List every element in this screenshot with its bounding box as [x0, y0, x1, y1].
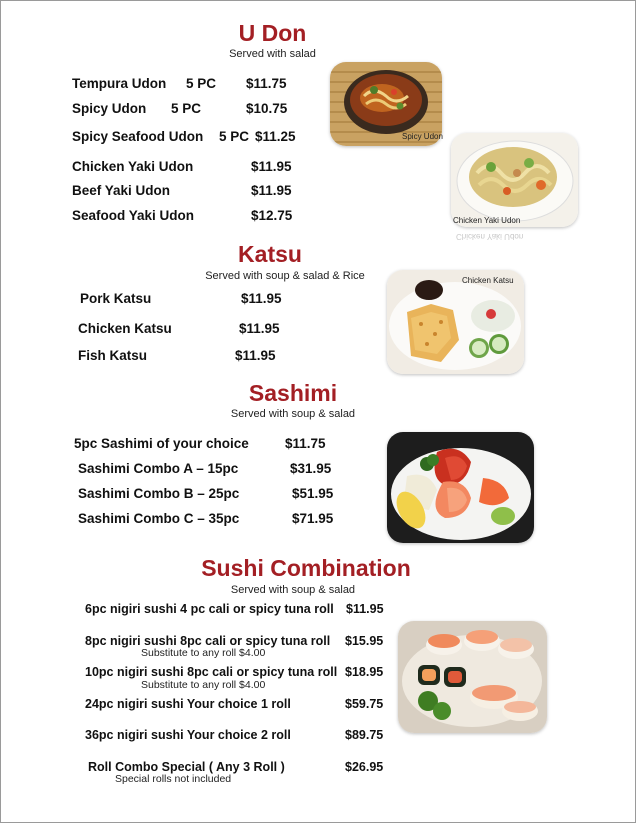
udon-item-qty: 5 PC: [219, 129, 250, 144]
udon-item-name: Seafood Yaki Udon: [72, 208, 195, 223]
sushi-item-name: 24pc nigiri sushi Your choice 1 roll: [85, 697, 291, 711]
udon-heading: U Don: [238, 20, 307, 46]
katsu-heading: Katsu: [238, 241, 302, 267]
udon-item-name: Beef Yaki Udon: [72, 183, 171, 198]
chicken-yaki-udon-caption: Chicken Yaki Udon: [453, 216, 521, 225]
chicken-katsu-photo: [387, 270, 524, 374]
sashimi-item-name: Sashimi Combo C – 35pc: [78, 511, 240, 526]
chicken-katsu-caption: Chicken Katsu: [462, 276, 514, 285]
sashimi-heading: Sashimi: [248, 380, 338, 406]
sushi-item-name: 6pc nigiri sushi 4 pc cali or spicy tuna roll: [85, 602, 334, 616]
sashimi-item-price: $51.95: [292, 486, 334, 501]
sushi-item-price: $89.75: [345, 728, 384, 742]
udon-item-price: $10.75: [246, 101, 288, 116]
sushi-item-price: $26.95: [345, 760, 384, 774]
sushi-combination-photo: [398, 621, 547, 733]
sushi-item-note: Substitute to any roll $4.00: [141, 679, 266, 691]
udon-subtitle: Served with salad: [229, 48, 316, 60]
udon-item-name: Spicy Udon: [72, 101, 147, 116]
sushi-item-name: 10pc nigiri sushi 8pc cali or spicy tuna roll: [85, 665, 338, 679]
katsu-item-name: Chicken Katsu: [78, 321, 172, 336]
katsu-item-name: Fish Katsu: [78, 348, 148, 363]
katsu-item-name: Pork Katsu: [80, 291, 152, 306]
caption-reflection: Chicken Yaki Udon: [456, 232, 524, 241]
udon-item-qty: 5 PC: [171, 101, 202, 116]
sushi-item-name: Roll Combo Special ( Any 3 Roll ): [88, 760, 285, 774]
udon-item-price: $12.75: [251, 208, 293, 223]
sashimi-item-price: $31.95: [290, 461, 332, 476]
sushi-subtitle: Served with soup & salad: [230, 584, 356, 596]
sashimi-subtitle: Served with soup & salad: [230, 408, 356, 420]
udon-item-price: $11.95: [251, 159, 292, 174]
udon-item-price: $11.75: [246, 76, 287, 91]
sashimi-photo: [387, 432, 534, 543]
katsu-item-price: $11.95: [239, 321, 280, 336]
spicy-udon-caption: Spicy Udon: [402, 132, 443, 141]
katsu-item-price: $11.95: [235, 348, 276, 363]
sashimi-item-price: $71.95: [292, 511, 334, 526]
sushi-item-name: 36pc nigiri sushi Your choice 2 roll: [85, 728, 291, 742]
sushi-item-price: $18.95: [345, 665, 384, 679]
katsu-subtitle: Served with soup & salad & Rice: [205, 270, 365, 282]
chicken-yaki-udon-photo: [451, 133, 578, 227]
udon-item-name: Chicken Yaki Udon: [72, 159, 194, 174]
udon-item-name: Tempura Udon: [72, 76, 167, 91]
udon-item-qty: 5 PC: [186, 76, 217, 91]
udon-item-price: $11.25: [255, 129, 296, 144]
sushi-item-note: Special rolls not included: [115, 773, 232, 785]
katsu-item-price: $11.95: [241, 291, 282, 306]
sushi-item-name: 8pc nigiri sushi 8pc cali or spicy tuna roll: [85, 634, 331, 648]
sashimi-item-name: Sashimi Combo A – 15pc: [78, 461, 239, 476]
sashimi-item-name: Sashimi Combo B – 25pc: [78, 486, 240, 501]
sushi-heading: Sushi Combination: [201, 555, 411, 581]
udon-item-price: $11.95: [251, 183, 292, 198]
sushi-item-price: $59.75: [345, 697, 384, 711]
sushi-item-price: $11.95: [346, 602, 384, 616]
sushi-item-price: $15.95: [345, 634, 384, 648]
sashimi-item-price: $11.75: [285, 436, 326, 451]
sushi-item-note: Substitute to any roll $4.00: [141, 647, 266, 659]
udon-item-name: Spicy Seafood Udon: [72, 129, 204, 144]
sashimi-item-name: 5pc Sashimi of your choice: [74, 436, 249, 451]
